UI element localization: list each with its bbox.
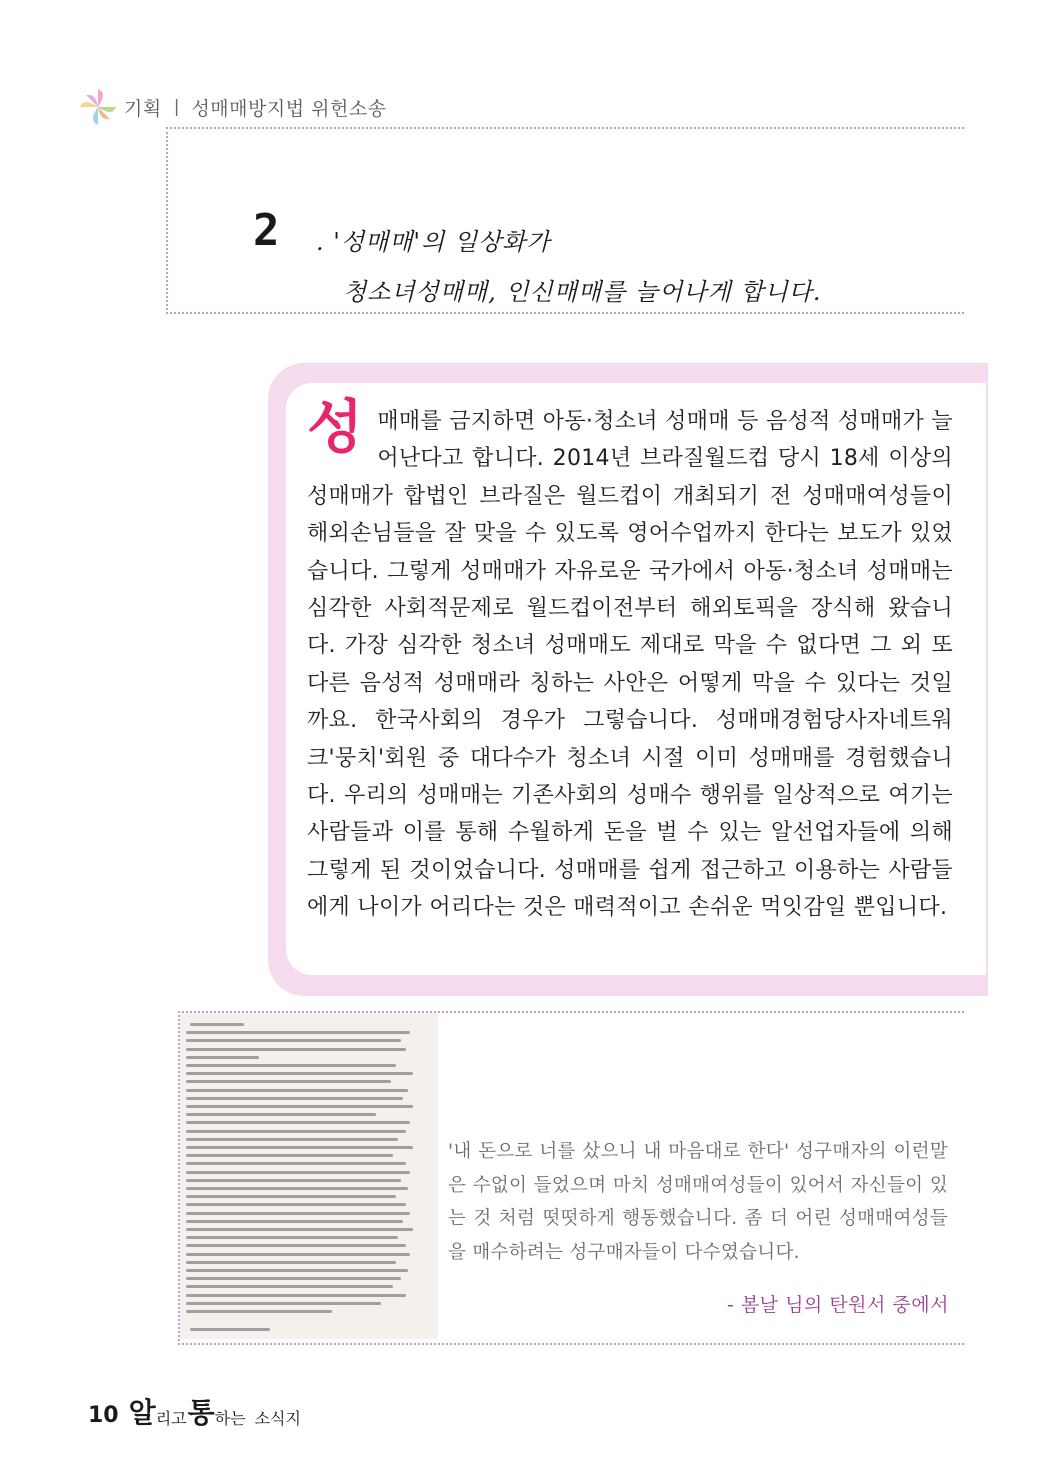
brand-part-2: 리고 (155, 1409, 187, 1428)
handwritten-line (190, 1023, 244, 1026)
handwritten-line (186, 1236, 398, 1239)
handwritten-line (186, 1048, 406, 1051)
handwritten-line (186, 1302, 381, 1305)
pinwheel-icon (78, 87, 118, 127)
handwritten-line (186, 1269, 408, 1272)
heading-number: 2 (253, 205, 280, 256)
heading-line-1: . '성매매'의 일상화가 (316, 228, 551, 256)
handwritten-line (186, 1162, 406, 1165)
section-label: 기획 (124, 97, 162, 120)
handwritten-line (186, 1080, 391, 1083)
handwritten-line (186, 1121, 410, 1124)
handwritten-line (186, 1064, 396, 1067)
handwritten-line (186, 1105, 413, 1108)
handwritten-line (186, 1138, 398, 1141)
handwritten-line (186, 1228, 413, 1231)
page-number: 10 (88, 1403, 119, 1428)
heading-line-2: 청소녀성매매, 인신매매를 늘어나게 합니다. (343, 278, 822, 306)
handwritten-line (186, 1212, 410, 1215)
handwritten-line (186, 1253, 410, 1256)
handwritten-line (186, 1097, 403, 1100)
handwritten-line (186, 1130, 406, 1133)
handwritten-signature (190, 1328, 270, 1331)
handwritten-line (186, 1203, 406, 1206)
handwritten-letter-image (180, 1013, 438, 1339)
handwritten-line (186, 1039, 401, 1042)
handwritten-line (186, 1195, 396, 1198)
page-footer (88, 1383, 301, 1427)
brand-part-4: 하는 (214, 1409, 246, 1428)
header-separator: | (173, 97, 180, 117)
handwritten-line (186, 1146, 413, 1149)
handwritten-line (186, 1187, 408, 1190)
page-header (78, 82, 387, 132)
handwritten-line (186, 1310, 332, 1313)
handwritten-line (186, 1171, 410, 1174)
brand-char-1: 알 (128, 1396, 156, 1429)
handwritten-line (186, 1113, 376, 1116)
handwritten-line (186, 1056, 259, 1059)
handwritten-line (186, 1261, 396, 1264)
handwritten-line (186, 1089, 408, 1092)
testimony-source: - 봄날 님의 탄원서 중에서 (726, 1294, 949, 1316)
handwritten-line (186, 1244, 406, 1247)
header-title: 성매매방지법 위헌소송 (191, 97, 387, 120)
handwritten-line (186, 1031, 410, 1034)
handwritten-line (186, 1072, 413, 1075)
heading-box (166, 127, 964, 314)
handwritten-line (186, 1220, 403, 1223)
handwritten-line (186, 1277, 401, 1280)
brand-part-5: 소식지 (254, 1409, 301, 1428)
brand-char-3: 통 (187, 1396, 215, 1429)
article-text: 매매를 금지하면 아동·청소녀 성매매 등 음성적 성매매가 늘어난다고 합니다. 2014년 브라질월드컵 당시 18세 이상의 성매매가 합법인 브라질은 월드컵이 개최되기 전 성매매여성들이 해외손님들을 잘 맞을 수 있도록 영어수업까지 한다는 보도가 있었습니다. 그렇게 성매매가 자유로운 국가에서 아동·청소녀 성매매는 심각한 사회적문제로 월드컵이전부터 해외토픽을 장식해 왔습니다. 가장 심각한 청소녀 성매매도 제대로 막을 수 없다면 그 외 또다른 음성적 성매매라 칭하는 사안은 어떻게 막을 수 있다는 것일까요. 한국사회의 경우가 그렇습니다. 성매매경험당사자네트워크'뭉치'회원 중 대다수가 청소녀 시절 이미 성매매를 경험했습니다. 우리의 성매매는 기존사회의 성매수 행위를 일상적으로 여기는 사람들과 이를 통해 수월하게 돈을 벌 수 있는 알선업자들에 의해 그렇게 된 것이었습니다. 성매매를 쉽게 접근하고 이용하는 사람들에게 나이가 어리다는 것은 매력적이고 손쉬운 먹잇감일 뿐입니다. (307, 409, 953, 921)
handwritten-line (186, 1294, 406, 1297)
handwritten-line (186, 1154, 393, 1157)
handwritten-line (186, 1179, 401, 1182)
article-dropcap: 성 (307, 393, 364, 461)
testimony-quote: '내 돈으로 너를 샀으니 내 마음대로 한다' 성구매자의 이런말은 수없이 들었으며 마치 성매매여성들이 있어서 자신들이 있는 것 처럼 떳떳하게 행동했습니다. 좀 더 어린 성매매여성들을 매수하려는 성구매자들이 다수였습니다. (448, 1141, 948, 1263)
handwritten-line (186, 1285, 393, 1288)
article-body (307, 393, 953, 927)
